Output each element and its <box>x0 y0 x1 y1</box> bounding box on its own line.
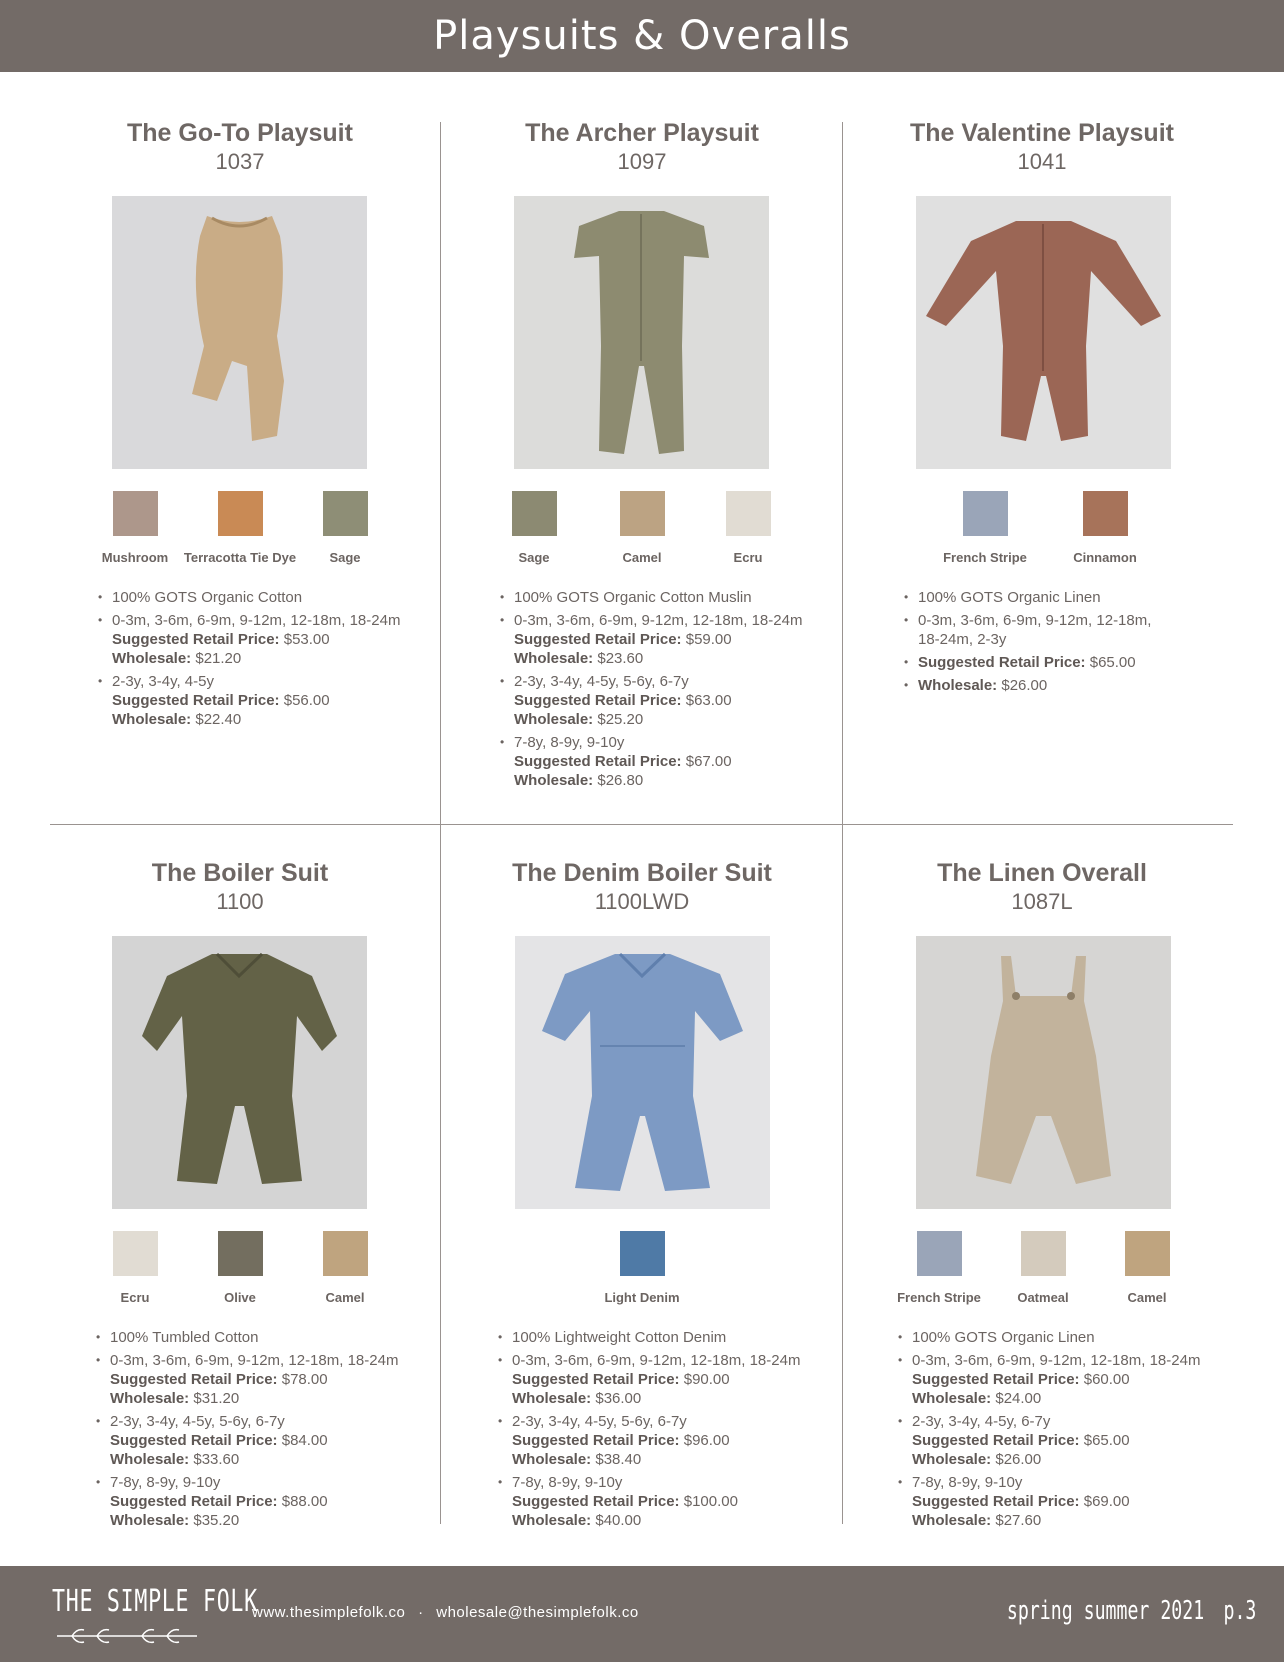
color-swatch[interactable] <box>1045 491 1165 565</box>
detail-text: • 100% GOTS Organic Cotton <box>112 589 303 606</box>
swatch-label: French Stripe <box>943 550 1027 565</box>
product-code: 1097 <box>617 149 667 174</box>
size-range: 18-24m, 2-3y <box>918 631 1007 648</box>
contact-info <box>252 1604 639 1621</box>
wholesale-price: $26.00 <box>1001 677 1048 694</box>
product-card <box>852 118 1232 818</box>
wholesale-label: Wholesale: <box>912 1390 992 1407</box>
color-swatch[interactable] <box>582 1231 702 1305</box>
swatch-label: Olive <box>224 1290 256 1305</box>
color-swatch[interactable] <box>474 491 594 565</box>
retail-price: $78.00 <box>281 1371 328 1388</box>
swatch-label: Ecru <box>120 1290 150 1305</box>
wholesale-price: $26.00 <box>995 1451 1042 1468</box>
detail-item <box>498 1473 858 1530</box>
size-range: • 0-3m, 3-6m, 6-9m, 9-12m, 12-18m, 18-24m <box>112 612 401 629</box>
detail-item <box>898 1328 1258 1347</box>
detail-item <box>904 653 1264 672</box>
detail-item <box>96 1473 456 1530</box>
swatch-label: Camel <box>325 1290 365 1305</box>
product-card <box>50 858 430 1558</box>
retail-price: $65.00 <box>1089 654 1136 671</box>
wholesale-label: Wholesale: <box>912 1451 992 1468</box>
swatch-chip <box>620 491 665 536</box>
email-link[interactable]: wholesale@thesimplefolk.co <box>436 1604 639 1621</box>
wholesale-price: $36.00 <box>595 1390 642 1407</box>
denim-boilersuit-image <box>515 936 770 1209</box>
retail-price: $60.00 <box>1083 1371 1130 1388</box>
wholesale-label: Wholesale: <box>512 1451 592 1468</box>
product-photo <box>112 196 367 469</box>
swatch-chip <box>113 1231 158 1276</box>
swatch-chip <box>323 1231 368 1276</box>
detail-item <box>898 1473 1258 1530</box>
wholesale-price: $22.40 <box>195 711 242 728</box>
page-title: Playsuits & Overalls <box>433 13 851 59</box>
detail-text: • 100% GOTS Organic Linen <box>912 1329 1095 1346</box>
color-swatch[interactable] <box>180 1231 300 1305</box>
retail-label: Suggested Retail Price: <box>112 631 280 648</box>
wholesale-price: $21.20 <box>195 650 242 667</box>
page-number: p.3 <box>1223 1596 1256 1626</box>
swatch-label: Terracotta Tie Dye <box>183 550 297 565</box>
swatch-chip <box>113 491 158 536</box>
product-title: The Boiler Suit <box>151 859 329 887</box>
size-range: • 0-3m, 3-6m, 6-9m, 9-12m, 12-18m, 18-24m <box>110 1352 399 1369</box>
retail-price: $88.00 <box>281 1493 328 1510</box>
retail-price: $90.00 <box>683 1371 730 1388</box>
size-range: • 2-3y, 3-4y, 4-5y, 6-7y <box>912 1413 1051 1430</box>
detail-item <box>898 1412 1258 1469</box>
size-range: • 0-3m, 3-6m, 6-9m, 9-12m, 12-18m, 18-24m <box>912 1352 1201 1369</box>
retail-label: Suggested Retail Price: <box>110 1432 278 1449</box>
page-footer <box>0 1566 1284 1662</box>
swatch-chip <box>218 1231 263 1276</box>
size-range: • 7-8y, 8-9y, 9-10y <box>912 1474 1023 1491</box>
wholesale-label: Wholesale: <box>112 650 192 667</box>
color-swatches <box>50 491 430 581</box>
size-range: • 7-8y, 8-9y, 9-10y <box>110 1474 221 1491</box>
color-swatch[interactable] <box>75 491 195 565</box>
detail-item <box>500 611 860 668</box>
size-range: • 2-3y, 3-4y, 4-5y, 5-6y, 6-7y <box>514 673 689 690</box>
wholesale-label: Wholesale: <box>110 1451 190 1468</box>
wholesale-label: Wholesale: <box>512 1390 592 1407</box>
swatch-label: Sage <box>518 550 550 565</box>
color-swatch[interactable] <box>285 1231 405 1305</box>
color-swatch[interactable] <box>75 1231 195 1305</box>
product-details <box>98 588 458 733</box>
swatch-chip <box>512 491 557 536</box>
detail-item <box>98 611 458 668</box>
page-header <box>0 0 1284 72</box>
retail-price: $53.00 <box>283 631 330 648</box>
product-title: The Denim Boiler Suit <box>512 859 772 887</box>
wholesale-price: $23.60 <box>597 650 644 667</box>
product-photo <box>515 936 770 1209</box>
retail-label: Suggested Retail Price: <box>112 692 280 709</box>
color-swatch[interactable] <box>925 491 1045 565</box>
detail-item <box>904 676 1264 695</box>
swatch-label: Sage <box>329 550 361 565</box>
product-title: The Go-To Playsuit <box>127 119 353 147</box>
wholesale-label: Wholesale: <box>110 1512 190 1529</box>
swatch-chip <box>726 491 771 536</box>
color-swatch[interactable] <box>285 491 405 565</box>
color-swatch[interactable] <box>688 491 808 565</box>
website-link[interactable]: www.thesimplefolk.co <box>252 1604 406 1621</box>
size-range: • 0-3m, 3-6m, 6-9m, 9-12m, 12-18m, 18-24m <box>512 1352 801 1369</box>
playsuit-image <box>916 196 1171 469</box>
size-range: • 7-8y, 8-9y, 9-10y <box>512 1474 623 1491</box>
product-details <box>904 588 1264 699</box>
wholesale-label: Wholesale: <box>514 711 594 728</box>
product-card <box>852 858 1232 1558</box>
detail-text: • 100% GOTS Organic Cotton Muslin <box>514 589 752 606</box>
product-details <box>898 1328 1258 1534</box>
swatch-label: French Stripe <box>897 1290 981 1305</box>
retail-label: Suggested Retail Price: <box>512 1493 680 1510</box>
brand-logo: THE SIMPLE FOLK <box>52 1584 258 1619</box>
product-details <box>498 1328 858 1534</box>
color-swatch[interactable] <box>983 1231 1103 1305</box>
product-code: 1037 <box>215 149 265 174</box>
product-photo <box>112 936 367 1209</box>
wholesale-price: $25.20 <box>597 711 644 728</box>
wholesale-label: Wholesale: <box>912 1512 992 1529</box>
wholesale-price: $26.80 <box>597 772 644 789</box>
detail-item <box>500 733 860 790</box>
retail-price: $65.00 <box>1083 1432 1130 1449</box>
swatch-label: Light Denim <box>604 1290 680 1305</box>
size-range: • 2-3y, 3-4y, 4-5y, 5-6y, 6-7y <box>110 1413 285 1430</box>
detail-text: • 100% GOTS Organic Linen <box>918 589 1101 606</box>
product-code: 1100LWD <box>594 889 690 914</box>
product-title: The Valentine Playsuit <box>910 119 1174 147</box>
swatch-chip <box>323 491 368 536</box>
swatch-label: Camel <box>1127 1290 1167 1305</box>
swatch-label: Mushroom <box>101 550 169 565</box>
season-text: spring summer 2021 <box>1006 1596 1204 1626</box>
product-title: The Linen Overall <box>937 859 1147 887</box>
swatch-label: Oatmeal <box>1017 1290 1069 1305</box>
retail-label: Suggested Retail Price: <box>912 1432 1080 1449</box>
wholesale-price: $38.40 <box>595 1451 642 1468</box>
size-range: • 2-3y, 3-4y, 4-5y <box>112 673 214 690</box>
playsuit-image <box>112 196 367 469</box>
retail-price: $100.00 <box>683 1493 738 1510</box>
product-photo <box>916 196 1171 469</box>
retail-price: $67.00 <box>685 753 732 770</box>
detail-text: • 100% Lightweight Cotton Denim <box>512 1329 727 1346</box>
swatch-chip <box>963 491 1008 536</box>
wholesale-label: Wholesale: <box>918 677 998 694</box>
wholesale-label: Wholesale: <box>514 772 594 789</box>
swatch-label: Ecru <box>733 550 763 565</box>
color-swatches <box>452 1231 832 1321</box>
retail-label: Suggested Retail Price: <box>512 1432 680 1449</box>
wholesale-label: Wholesale: <box>112 711 192 728</box>
detail-item <box>98 588 458 607</box>
retail-label: Suggested Retail Price: <box>912 1371 1080 1388</box>
wholesale-price: $27.60 <box>995 1512 1042 1529</box>
season-label <box>1007 1596 1256 1626</box>
retail-label: Suggested Retail Price: <box>514 692 682 709</box>
size-range: • 2-3y, 3-4y, 4-5y, 5-6y, 6-7y <box>512 1413 687 1430</box>
wholesale-price: $40.00 <box>595 1512 642 1529</box>
product-card <box>452 118 832 818</box>
boilersuit-image <box>112 936 367 1209</box>
wholesale-label: Wholesale: <box>512 1512 592 1529</box>
size-range: • 7-8y, 8-9y, 9-10y <box>514 734 625 751</box>
wholesale-price: $24.00 <box>995 1390 1042 1407</box>
row-divider <box>50 824 1233 825</box>
product-details <box>500 588 860 794</box>
retail-price: $84.00 <box>281 1432 328 1449</box>
detail-item <box>498 1351 858 1408</box>
product-code: 1100 <box>216 889 264 914</box>
overall-image <box>916 936 1171 1209</box>
retail-label: Suggested Retail Price: <box>110 1371 278 1388</box>
product-photo <box>916 936 1171 1209</box>
color-swatches <box>452 491 832 581</box>
retail-label: Suggested Retail Price: <box>514 753 682 770</box>
wholesale-price: $31.20 <box>193 1390 240 1407</box>
detail-item <box>98 672 458 729</box>
swatch-chip <box>1021 1231 1066 1276</box>
retail-label: Suggested Retail Price: <box>512 1371 680 1388</box>
detail-item <box>898 1351 1258 1408</box>
product-code: 1087L <box>1011 889 1073 914</box>
swatch-chip <box>917 1231 962 1276</box>
color-swatch[interactable] <box>1087 1231 1207 1305</box>
product-card <box>452 858 832 1558</box>
swatch-chip <box>1083 491 1128 536</box>
color-swatches <box>50 1231 430 1321</box>
color-swatch[interactable] <box>180 491 300 565</box>
detail-item <box>96 1351 456 1408</box>
swatch-label: Cinnamon <box>1073 550 1137 565</box>
detail-item <box>904 611 1264 649</box>
detail-item <box>500 672 860 729</box>
product-code: 1041 <box>1017 149 1067 174</box>
color-swatches <box>852 491 1232 581</box>
detail-item <box>96 1328 456 1347</box>
detail-item <box>500 588 860 607</box>
retail-label: Suggested Retail Price: <box>918 654 1086 671</box>
retail-price: $56.00 <box>283 692 330 709</box>
playsuit-image <box>514 196 769 469</box>
product-title: The Archer Playsuit <box>525 119 759 147</box>
color-swatches <box>852 1231 1232 1321</box>
sprig-icon <box>52 1626 202 1646</box>
color-swatch[interactable] <box>879 1231 999 1305</box>
detail-text: • 100% Tumbled Cotton <box>110 1329 259 1346</box>
swatch-chip <box>620 1231 665 1276</box>
size-range: • 0-3m, 3-6m, 6-9m, 9-12m, 12-18m, 18-24m <box>514 612 803 629</box>
wholesale-label: Wholesale: <box>514 650 594 667</box>
size-range: • 0-3m, 3-6m, 6-9m, 9-12m, 12-18m, <box>918 612 1152 629</box>
retail-price: $96.00 <box>683 1432 730 1449</box>
swatch-label: Camel <box>622 550 662 565</box>
swatch-chip <box>1125 1231 1170 1276</box>
retail-price: $63.00 <box>685 692 732 709</box>
product-photo <box>514 196 769 469</box>
detail-item <box>96 1412 456 1469</box>
retail-price: $69.00 <box>1083 1493 1130 1510</box>
separator: · <box>418 1604 424 1621</box>
detail-item <box>498 1412 858 1469</box>
product-details <box>96 1328 456 1534</box>
detail-item <box>904 588 1264 607</box>
retail-label: Suggested Retail Price: <box>514 631 682 648</box>
product-card <box>50 118 430 818</box>
retail-label: Suggested Retail Price: <box>110 1493 278 1510</box>
swatch-chip <box>218 491 263 536</box>
color-swatch[interactable] <box>582 491 702 565</box>
detail-item <box>498 1328 858 1347</box>
wholesale-price: $33.60 <box>193 1451 240 1468</box>
retail-label: Suggested Retail Price: <box>912 1493 1080 1510</box>
wholesale-price: $35.20 <box>193 1512 240 1529</box>
retail-price: $59.00 <box>685 631 732 648</box>
wholesale-label: Wholesale: <box>110 1390 190 1407</box>
